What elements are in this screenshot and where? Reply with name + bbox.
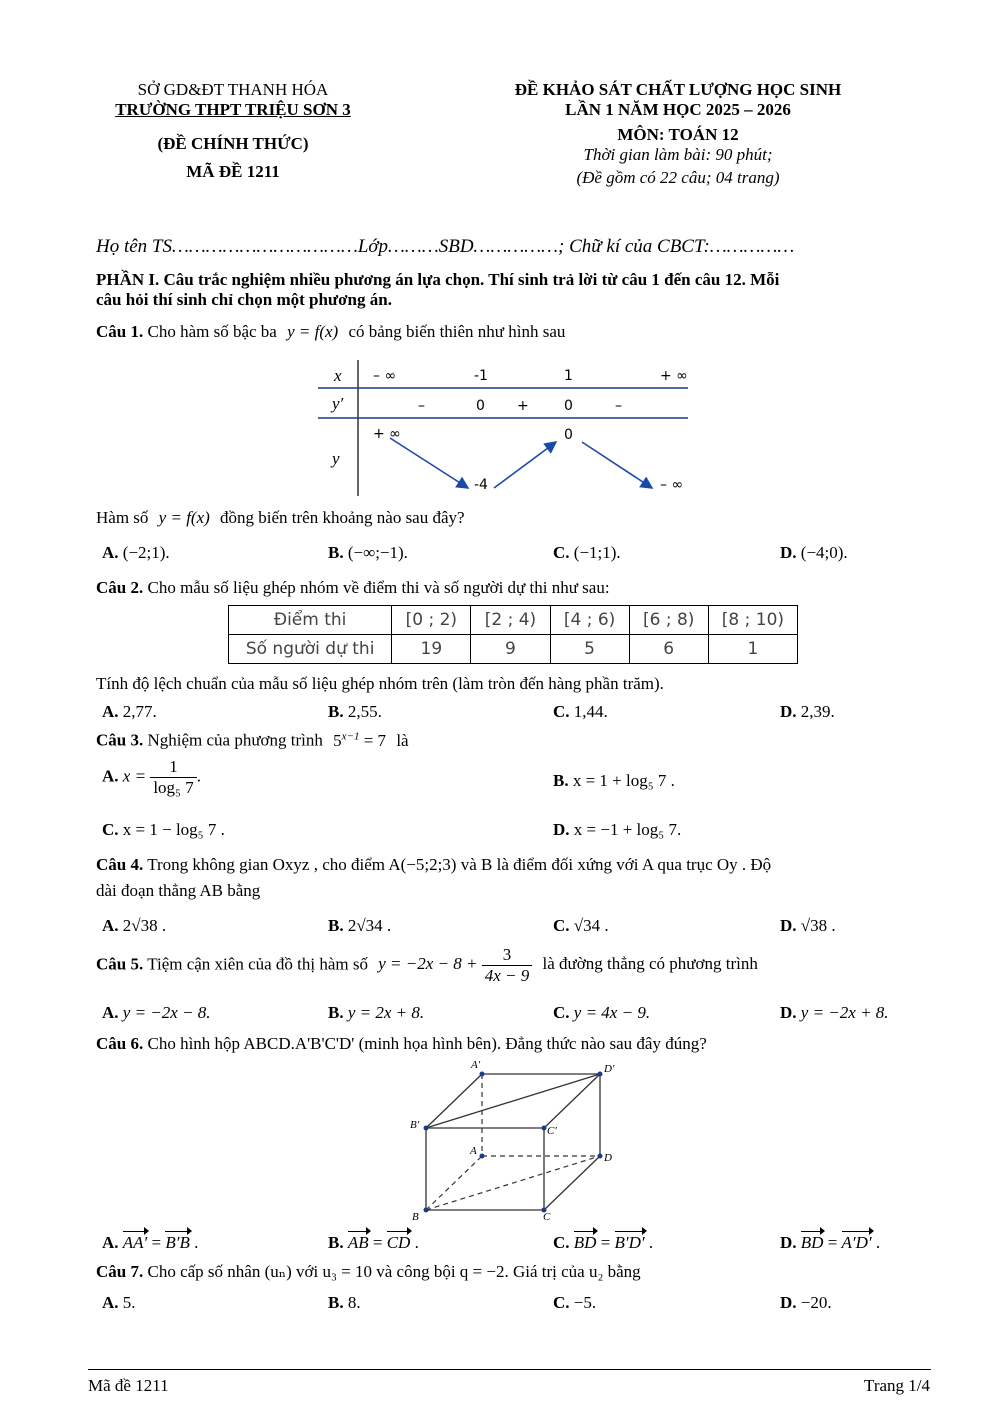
fraction <box>150 757 196 798</box>
question-text: Cho hàm số bậc ba <box>147 322 277 341</box>
department-name: SỞ GD&ĐT THANH HÓA <box>137 80 329 99</box>
question-text: dài đoạn thẳng AB bằng <box>96 881 261 900</box>
option-text: 5. <box>122 1293 136 1312</box>
q4-option-c[interactable] <box>553 916 609 936</box>
equals-sign: = <box>368 1233 387 1252</box>
x-value: + ∞ <box>660 368 688 384</box>
question-4 <box>96 855 932 901</box>
q1-option-d[interactable] <box>780 543 848 563</box>
question-5 <box>96 945 758 986</box>
exam-duration: Thời gian làm bài: 90 phút; <box>583 145 773 164</box>
header-left <box>80 80 386 182</box>
question-label: Câu 4. <box>96 855 144 874</box>
question-text: Nghiệm của phương trình <box>147 730 323 750</box>
option-key: C. <box>553 1233 570 1252</box>
option-key: B. <box>328 1233 344 1252</box>
question-1 <box>96 322 565 342</box>
table-cell: [6 ; 8) <box>629 606 708 635</box>
option-key: B. <box>553 771 569 790</box>
option-text: √38 . <box>800 916 836 935</box>
vertex-label: C <box>543 1211 551 1223</box>
x-value: -1 <box>474 368 488 384</box>
option-key: B. <box>328 916 344 935</box>
question-text: có bảng biến thiên như hình sau <box>348 322 566 341</box>
table-cell: 6 <box>629 635 708 664</box>
variation-table <box>318 360 690 496</box>
option-key: D. <box>780 1293 797 1312</box>
table-cell: 5 <box>550 635 629 664</box>
option-end: . <box>644 1233 654 1252</box>
official-label: (ĐỀ CHÍNH THỨC) <box>157 134 309 153</box>
question-label: Câu 5. <box>96 954 144 974</box>
footer-exam-code: Mã đề 1211 <box>88 1376 169 1395</box>
y-value: -4 <box>474 477 488 493</box>
q2-option-c[interactable] <box>553 702 608 722</box>
option-text: (−1;1). <box>573 543 621 562</box>
option-text: x = <box>122 766 151 786</box>
option-text: 2,55. <box>347 702 382 721</box>
fraction <box>482 945 533 986</box>
option-text: (−2;1). <box>122 543 170 562</box>
question-label: Câu 2. <box>96 578 144 597</box>
eq-base: 5 <box>333 730 342 750</box>
equals-sign: = <box>596 1233 615 1252</box>
q5-option-b[interactable] <box>328 1003 424 1023</box>
option-text: (−∞;−1). <box>347 543 408 562</box>
question-text: Cho cấp số nhân (uₙ) với u₃ = 10 và công bội q = −2. Giá trị của u₂ bằng <box>147 1262 641 1281</box>
sign-value: + <box>517 398 529 414</box>
question-label: Câu 3. <box>96 730 144 750</box>
q4-option-b[interactable] <box>328 916 391 936</box>
table-row <box>229 635 798 664</box>
option-text: x = 1 + log₅ 7 . <box>572 771 675 790</box>
vertex-label: A′ <box>471 1059 481 1071</box>
option-text: 2,77. <box>122 702 157 721</box>
vertex-label: C′ <box>547 1125 557 1137</box>
option-text: y = 2x + 8. <box>347 1003 425 1022</box>
option-end: . <box>410 1233 419 1252</box>
grouped-data-table <box>228 605 798 664</box>
option-key: C. <box>102 820 119 839</box>
q3-option-b[interactable] <box>553 771 675 791</box>
function-expr: y = f(x) <box>287 322 339 341</box>
y-value: – ∞ <box>660 477 684 493</box>
q1-option-c[interactable] <box>553 543 621 563</box>
option-text: 1,44. <box>573 702 608 721</box>
equals-sign: = <box>823 1233 842 1252</box>
table-cell: [2 ; 4) <box>471 606 550 635</box>
q3-option-a[interactable] <box>102 757 201 798</box>
option-text: −5. <box>573 1293 597 1312</box>
option-key: A. <box>102 1003 119 1022</box>
vector: A′D′ <box>841 1233 872 1252</box>
option-key: D. <box>780 1233 797 1252</box>
part1-heading <box>96 270 931 310</box>
option-key: D. <box>780 543 797 562</box>
option-key: C. <box>553 1293 570 1312</box>
vertex-label: A <box>470 1145 477 1157</box>
option-key: D. <box>780 1003 797 1022</box>
table-cell: [4 ; 6) <box>550 606 629 635</box>
option-text: y = −2x + 8. <box>800 1003 889 1022</box>
x-label: x <box>334 366 342 385</box>
question-text: Hàm số <box>96 508 149 527</box>
table-row <box>229 606 798 635</box>
numerator: 1 <box>150 757 196 778</box>
y-value: + ∞ <box>373 426 401 442</box>
q6-option-b[interactable] <box>328 1233 419 1253</box>
sign-value: 0 <box>564 398 573 414</box>
increasing-arrow <box>494 442 556 488</box>
eq-exponent: x−1 <box>341 730 360 742</box>
q7-option-b[interactable] <box>328 1293 361 1313</box>
option-text: (−4;0). <box>800 543 848 562</box>
student-info-line: Họ tên TS……………………………Lớp………SBD……………; Chữ kí của CBCT:…………… <box>96 236 795 257</box>
option-key: B. <box>328 1293 344 1312</box>
parallelepiped-figure <box>400 1058 630 1226</box>
option-text: y = 4x − 9. <box>573 1003 651 1022</box>
vector: AA′ <box>122 1233 148 1252</box>
option-key: C. <box>553 543 570 562</box>
table-cell: 9 <box>471 635 550 664</box>
yprime-label: y′ <box>332 394 344 413</box>
question-label: Câu 7. <box>96 1262 144 1281</box>
option-end: . <box>189 1233 199 1252</box>
equation <box>333 731 386 750</box>
question-3 <box>96 730 409 751</box>
sign-value: 0 <box>476 398 485 414</box>
vertex-label: D <box>604 1152 612 1164</box>
question-label: Câu 1. <box>96 322 144 341</box>
option-key: C. <box>553 1003 570 1022</box>
question-text: Trong không gian Oxyz , cho điểm A(−5;2;3) và B là điểm đối xứng với A qua trục Oy . Độ <box>147 855 772 874</box>
option-text: 2,39. <box>800 702 835 721</box>
part1-line1: PHẦN I. Câu trắc nghiệm nhiều phương án lựa chọn. Thí sinh trả lời từ câu 1 đến câu 12. Mỗi <box>96 270 780 289</box>
q7-option-a[interactable] <box>102 1293 136 1313</box>
q2-option-d[interactable] <box>780 702 835 722</box>
q2-option-a[interactable] <box>102 702 157 722</box>
q3-option-d[interactable] <box>553 820 681 840</box>
header-right <box>468 80 888 188</box>
vector: BD <box>800 1233 824 1252</box>
q6-option-d[interactable] <box>780 1233 880 1253</box>
school-name: TRƯỜNG THPT TRIỆU SƠN 3 <box>115 100 351 119</box>
vector: B′D′ <box>614 1233 645 1252</box>
question-7 <box>96 1262 641 1282</box>
q4-option-a[interactable] <box>102 916 166 936</box>
eq-rest: = 7 <box>359 730 387 750</box>
vector: AB <box>347 1233 369 1252</box>
option-text: 2√34 . <box>347 916 392 935</box>
question-2 <box>96 578 610 598</box>
table-cell: 1 <box>708 635 797 664</box>
option-key: A. <box>102 1233 119 1252</box>
question-text: là <box>396 730 409 750</box>
decreasing-arrow <box>582 442 652 488</box>
option-text: y = −2x − 8. <box>122 1003 211 1022</box>
q5-option-d[interactable] <box>780 1003 889 1023</box>
table-cell: [0 ; 2) <box>392 606 471 635</box>
question-1-ask <box>96 508 465 528</box>
vertex-label: B′ <box>410 1119 420 1131</box>
option-text: 2√38 . <box>122 916 167 935</box>
option-text: 8. <box>347 1293 361 1312</box>
q4-option-d[interactable] <box>780 916 836 936</box>
vector: CD <box>386 1233 411 1252</box>
y-label: y <box>332 449 340 468</box>
option-key: C. <box>553 916 570 935</box>
q7-option-d[interactable] <box>780 1293 832 1313</box>
q1-option-a[interactable] <box>102 543 170 563</box>
option-text: −20. <box>800 1293 832 1312</box>
option-key: A. <box>102 916 119 935</box>
question-text: Tiệm cận xiên của đồ thị hàm số <box>147 954 368 974</box>
q1-option-b[interactable] <box>328 543 408 563</box>
option-key: D. <box>780 702 797 721</box>
vector: BD <box>573 1233 597 1252</box>
equals-sign: = <box>147 1233 166 1252</box>
y-value: 0 <box>564 427 573 443</box>
exam-subject: MÔN: TOÁN 12 <box>617 125 739 144</box>
vector: B′B <box>165 1233 190 1252</box>
table-cell: Điểm thi <box>229 606 392 635</box>
footer-divider <box>88 1369 931 1370</box>
option-key: A. <box>102 1293 119 1312</box>
exam-code: MÃ ĐỀ 1211 <box>186 162 280 181</box>
page-number: Trang 1/4 <box>864 1376 930 1395</box>
q2-option-b[interactable] <box>328 702 382 722</box>
function-expr: y = f(x) <box>158 508 210 527</box>
question-2-ask: Tính độ lệch chuẩn của mẫu số liệu ghép nhóm trên (làm tròn đến hàng phần trăm). <box>96 674 664 693</box>
denominator: 4x − 9 <box>484 966 530 985</box>
option-key: A. <box>102 766 119 786</box>
q6-option-a[interactable] <box>102 1233 198 1253</box>
option-text: x = −1 + log₅ 7. <box>573 820 682 839</box>
q5-option-c[interactable] <box>553 1003 650 1023</box>
option-key: B. <box>328 702 344 721</box>
function-expr: y = −2x − 8 + <box>378 954 482 974</box>
sign-value: – <box>418 398 425 414</box>
x-value: – ∞ <box>373 368 397 384</box>
sign-value: – <box>615 398 622 414</box>
option-text: . <box>196 766 201 786</box>
question-text: đồng biến trên khoảng nào sau đây? <box>220 508 465 527</box>
table-cell: Số người dự thi <box>229 635 392 664</box>
q6-option-c[interactable] <box>553 1233 653 1253</box>
question-text: là đường thẳng có phương trình <box>542 954 758 974</box>
vertex-label: D′ <box>604 1063 615 1075</box>
option-key: C. <box>553 702 570 721</box>
option-key: A. <box>102 702 119 721</box>
question-6 <box>96 1034 707 1054</box>
option-key: A. <box>102 543 119 562</box>
option-key: B. <box>328 1003 344 1022</box>
option-key: D. <box>780 916 797 935</box>
option-key: B. <box>328 543 344 562</box>
exam-pages: (Đề gồm có 22 câu; 04 trang) <box>576 168 780 187</box>
part1-line2: câu hỏi thí sinh chỉ chọn một phương án. <box>96 290 392 309</box>
exam-round: LẦN 1 NĂM HỌC 2025 – 2026 <box>565 100 791 119</box>
exam-title: ĐỀ KHẢO SÁT CHẤT LƯỢNG HỌC SINH <box>514 80 842 99</box>
x-value: 1 <box>564 368 573 384</box>
option-text: √34 . <box>573 916 609 935</box>
decreasing-arrow <box>390 438 468 488</box>
question-label: Câu 6. <box>96 1034 144 1053</box>
table-cell: 19 <box>392 635 471 664</box>
q3-option-c[interactable] <box>102 820 225 840</box>
denominator: log₅ 7 <box>153 778 194 797</box>
question-text: Cho hình hộp ABCD.A'B'C'D' (minh họa hình bên). Đẳng thức nào sau đây đúng? <box>147 1034 707 1053</box>
question-text: Cho mẫu số liệu ghép nhóm về điểm thi và số người dự thi như sau: <box>147 578 610 597</box>
table-cell: [8 ; 10) <box>708 606 797 635</box>
vertex-label: B <box>412 1211 419 1223</box>
option-key: D. <box>553 820 570 839</box>
numerator: 3 <box>482 945 533 966</box>
q5-option-a[interactable] <box>102 1003 211 1023</box>
option-end: . <box>871 1233 881 1252</box>
q7-option-c[interactable] <box>553 1293 596 1313</box>
option-text: x = 1 − log₅ 7 . <box>122 820 225 839</box>
